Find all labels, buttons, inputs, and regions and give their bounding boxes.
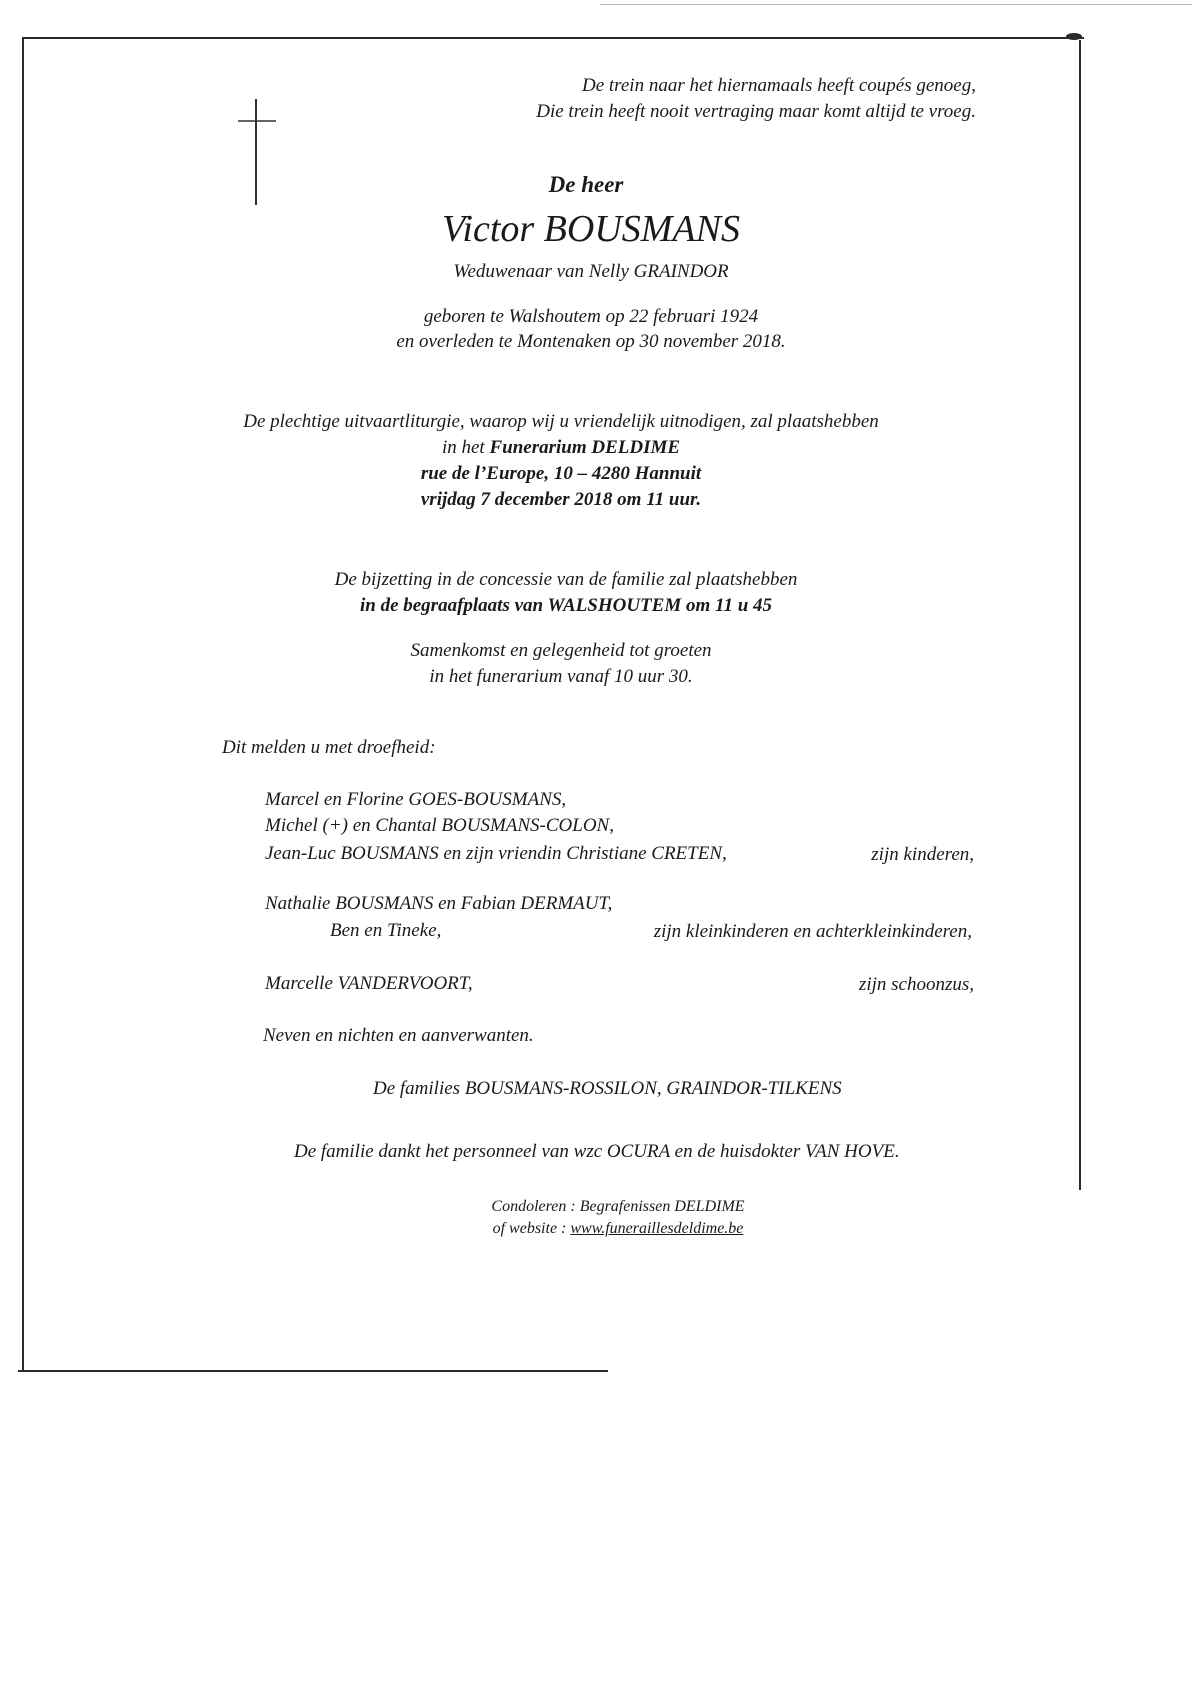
frame-top-border [22, 37, 1084, 39]
website-link[interactable]: www.funeraillesdeldime.be [570, 1220, 744, 1237]
website-prefix: of website : [492, 1220, 571, 1237]
child-line-3: Jean-Luc BOUSMANS en zijn vriendin Christiane CRETEN, [265, 843, 727, 864]
frame-bottom-border [18, 1370, 608, 1372]
venue-name: Funerarium DELDIME [489, 437, 681, 458]
grandchild-line-2: Ben en Tineke, [330, 920, 442, 941]
burial-line-2: in de begraafplaats van WALSHOUTEM om 11 u 45 [359, 595, 773, 616]
venue-prefix: in het [441, 437, 490, 458]
funeral-datetime: vrijdag 7 december 2018 om 11 uur. [420, 489, 702, 510]
grandchildren-relation: zijn kleinkinderen en achterkleinkinderen, [653, 921, 972, 942]
child-line-1: Marcel en Florine GOES-BOUSMANS, [265, 789, 567, 810]
page-top-edge [600, 4, 1192, 5]
grandchild-line-1: Nathalie BOUSMANS en Fabian DERMAUT, [265, 893, 613, 914]
gathering-line-1: Samenkomst en gelegenheid tot groeten [410, 640, 712, 661]
announcement: Dit melden u met droefheid: [222, 737, 436, 758]
poem-line-1: De trein naar het hiernamaals heeft coupés genoeg, [582, 75, 976, 96]
funeral-venue [0, 434, 1157, 461]
deceased-name: Victor BOUSMANS [442, 208, 740, 250]
condolences-line-2 [22, 1218, 1192, 1240]
birth-line: geboren te Walshoutem op 22 februari 1924 [423, 306, 759, 327]
relatives-line: Neven en nichten en aanverwanten. [263, 1025, 534, 1046]
condolences-line-1: Condoleren : Begrafenissen DELDIME [491, 1198, 745, 1215]
gathering-line-2: in het funerarium vanaf 10 uur 30. [429, 666, 693, 687]
honorific: De heer [548, 172, 624, 197]
poem-line-2: Die trein heeft nooit vertraging maar komt altijd te vroeg. [536, 101, 976, 122]
children-relation: zijn kinderen, [871, 844, 974, 865]
widower-line: Weduwenaar van Nelly GRAINDOR [453, 261, 729, 282]
child-line-2: Michel (+) en Chantal BOUSMANS-COLON, [265, 815, 614, 836]
burial-line-1: De bijzetting in de concessie van de familie zal plaatshebben [334, 569, 798, 590]
frame-corner-mark [1066, 33, 1082, 40]
families-line: De families BOUSMANS-ROSSILON, GRAINDOR-TILKENS [373, 1078, 842, 1099]
death-line: en overleden te Montenaken op 30 november 2018. [396, 331, 786, 352]
thanks-line: De familie dankt het personneel van wzc OCURA en de huisdokter VAN HOVE. [294, 1141, 900, 1162]
funeral-intro: De plechtige uitvaartliturgie, waarop wij u vriendelijk uitnodigen, zal plaatshebben [243, 411, 879, 432]
sister-in-law-relation: zijn schoonzus, [858, 974, 974, 995]
funeral-address: rue de l’Europe, 10 – 4280 Hannuit [420, 463, 702, 484]
sister-in-law-name: Marcelle VANDERVOORT, [265, 973, 473, 994]
